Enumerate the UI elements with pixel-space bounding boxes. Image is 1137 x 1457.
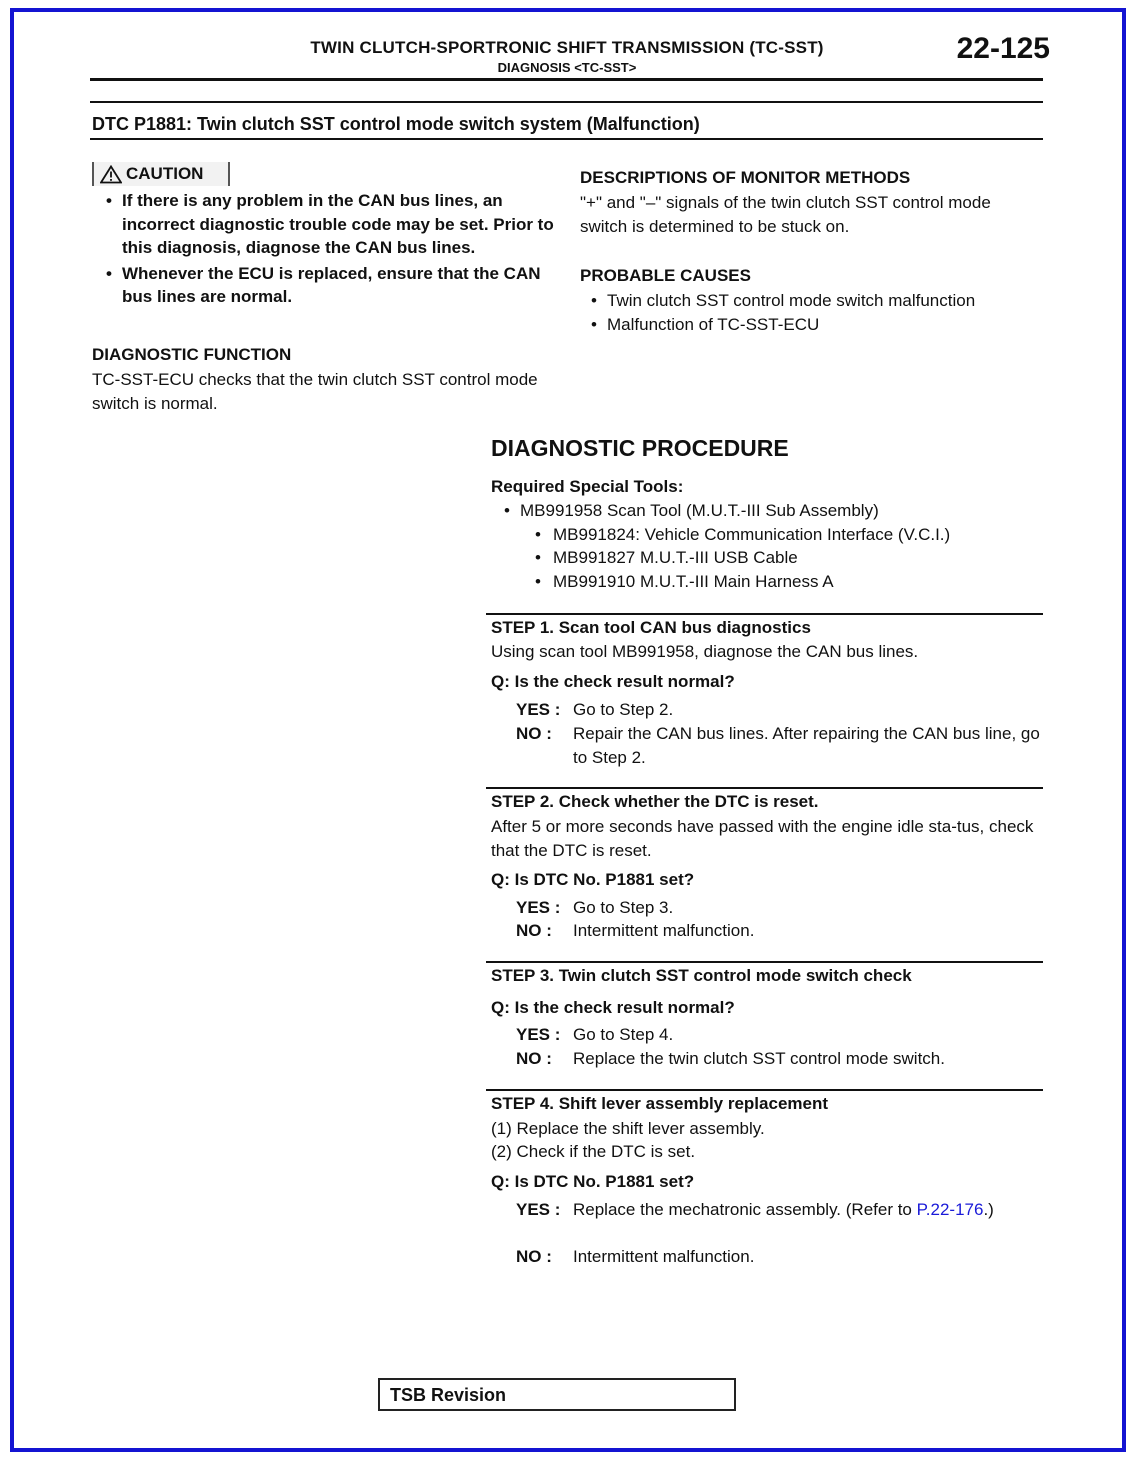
diagnostic-function-heading: DIAGNOSTIC FUNCTION	[92, 345, 292, 364]
no-text: Repair the CAN bus lines. After repairing the CAN bus line, go to Step 2.	[573, 724, 1040, 767]
yes-text	[573, 1198, 1043, 1222]
probable-cause-item: • Twin clutch SST control mode switch malfunction	[585, 289, 1055, 313]
step-4-yes	[516, 1198, 1043, 1222]
diagnostic-function-text: TC-SST-ECU checks that the twin clutch SST control mode switch is normal.	[92, 370, 538, 413]
caution-label	[92, 162, 230, 186]
step-4-heading: STEP 4. Shift lever assembly replacement	[491, 1094, 829, 1113]
step-rule	[486, 787, 1043, 789]
no-text: Intermittent malfunction.	[573, 1247, 755, 1266]
dtc-title: DTC P1881: Twin clutch SST control mode switch system (Malfunction)	[92, 114, 700, 134]
yes-text-pre: Replace the mechatronic assembly. (Refer to	[573, 1200, 917, 1219]
tsb-revision-box: TSB Revision	[378, 1378, 736, 1411]
monitor-methods-heading: DESCRIPTIONS OF MONITOR METHODS	[580, 168, 911, 187]
title-top-rule	[90, 101, 1043, 103]
no-label: NO :	[516, 1049, 552, 1068]
header-rule	[90, 78, 1043, 81]
no-label: NO :	[516, 1247, 552, 1266]
procedure-title: DIAGNOSTIC PROCEDURE	[491, 435, 789, 461]
step-1-yes	[516, 698, 1043, 722]
header-title: TWIN CLUTCH-SPORTRONIC SHIFT TRANSMISSION (TC-SST)	[310, 38, 824, 57]
caution-item: • Whenever the ECU is replaced, ensure that the CAN bus lines are normal.	[100, 262, 560, 309]
page-reference-link[interactable]: P.22-176	[916, 1200, 984, 1219]
title-bottom-rule	[90, 138, 1043, 140]
tool-item: • MB991958 Scan Tool (M.U.T.-III Sub Assembly)	[498, 499, 1038, 523]
caution-text: CAUTION	[126, 164, 204, 183]
header-subtitle: DIAGNOSIS <TC-SST>	[497, 60, 637, 75]
step-1-no	[516, 722, 1043, 769]
tools-list	[498, 499, 1038, 593]
step-1-question: Q: Is the check result normal?	[491, 672, 735, 691]
yes-label: YES :	[516, 1200, 561, 1219]
warning-triangle-icon	[100, 165, 122, 184]
no-label: NO :	[516, 921, 552, 940]
step-3-no	[516, 1047, 1043, 1071]
step-4-substep: (1) Replace the shift lever assembly.	[491, 1119, 765, 1138]
step-3-question: Q: Is the check result normal?	[491, 998, 735, 1017]
yes-label: YES :	[516, 700, 561, 719]
page-number: 22-125	[956, 32, 1050, 65]
yes-label: YES :	[516, 898, 561, 917]
yes-text-post: .)	[983, 1200, 994, 1219]
monitor-methods-text: "+" and "–" signals of the twin clutch SST control mode switch is determined to be stuck on.	[580, 193, 991, 236]
step-rule	[486, 1089, 1043, 1091]
yes-text: Go to Step 4.	[573, 1025, 674, 1044]
yes-text: Go to Step 2.	[573, 700, 674, 719]
tools-heading: Required Special Tools:	[491, 477, 684, 496]
tool-item: • MB991910 M.U.T.-III Main Harness A	[498, 570, 1038, 594]
tool-item: • MB991827 M.U.T.-III USB Cable	[498, 546, 1038, 570]
step-2-yes	[516, 896, 1043, 920]
step-2-question: Q: Is DTC No. P1881 set?	[491, 870, 695, 889]
step-3-yes	[516, 1023, 1043, 1047]
step-4-substep: (2) Check if the DTC is set.	[491, 1142, 696, 1161]
step-rule	[486, 961, 1043, 963]
step-2-heading: STEP 2. Check whether the DTC is reset.	[491, 792, 819, 811]
tool-item: • MB991824: Vehicle Communication Interface (V.C.I.)	[498, 523, 1038, 547]
yes-text: Go to Step 3.	[573, 898, 674, 917]
probable-causes-list	[585, 289, 1055, 336]
step-3-heading: STEP 3. Twin clutch SST control mode switch check	[491, 966, 912, 985]
step-rule	[486, 613, 1043, 615]
step-2-text: After 5 or more seconds have passed with the engine idle sta-tus, check that the DTC is reset.	[491, 817, 1034, 860]
step-2-no	[516, 919, 1043, 943]
yes-label: YES :	[516, 1025, 561, 1044]
caution-item: • If there is any problem in the CAN bus lines, an incorrect diagnostic trouble code may be set. Prior to this diagnosis, diagnose the CAN bus lines.	[100, 189, 560, 260]
step-1-text: Using scan tool MB991958, diagnose the CAN bus lines.	[491, 642, 919, 661]
step-4-no	[516, 1245, 1043, 1269]
no-text: Intermittent malfunction.	[573, 921, 755, 940]
probable-cause-item: • Malfunction of TC-SST-ECU	[585, 313, 1055, 337]
probable-causes-heading: PROBABLE CAUSES	[580, 266, 751, 285]
caution-list	[100, 189, 560, 311]
no-text: Replace the twin clutch SST control mode switch.	[573, 1049, 945, 1068]
step-1-heading: STEP 1. Scan tool CAN bus diagnostics	[491, 618, 811, 637]
step-4-question: Q: Is DTC No. P1881 set?	[491, 1172, 695, 1191]
no-label: NO :	[516, 724, 552, 743]
